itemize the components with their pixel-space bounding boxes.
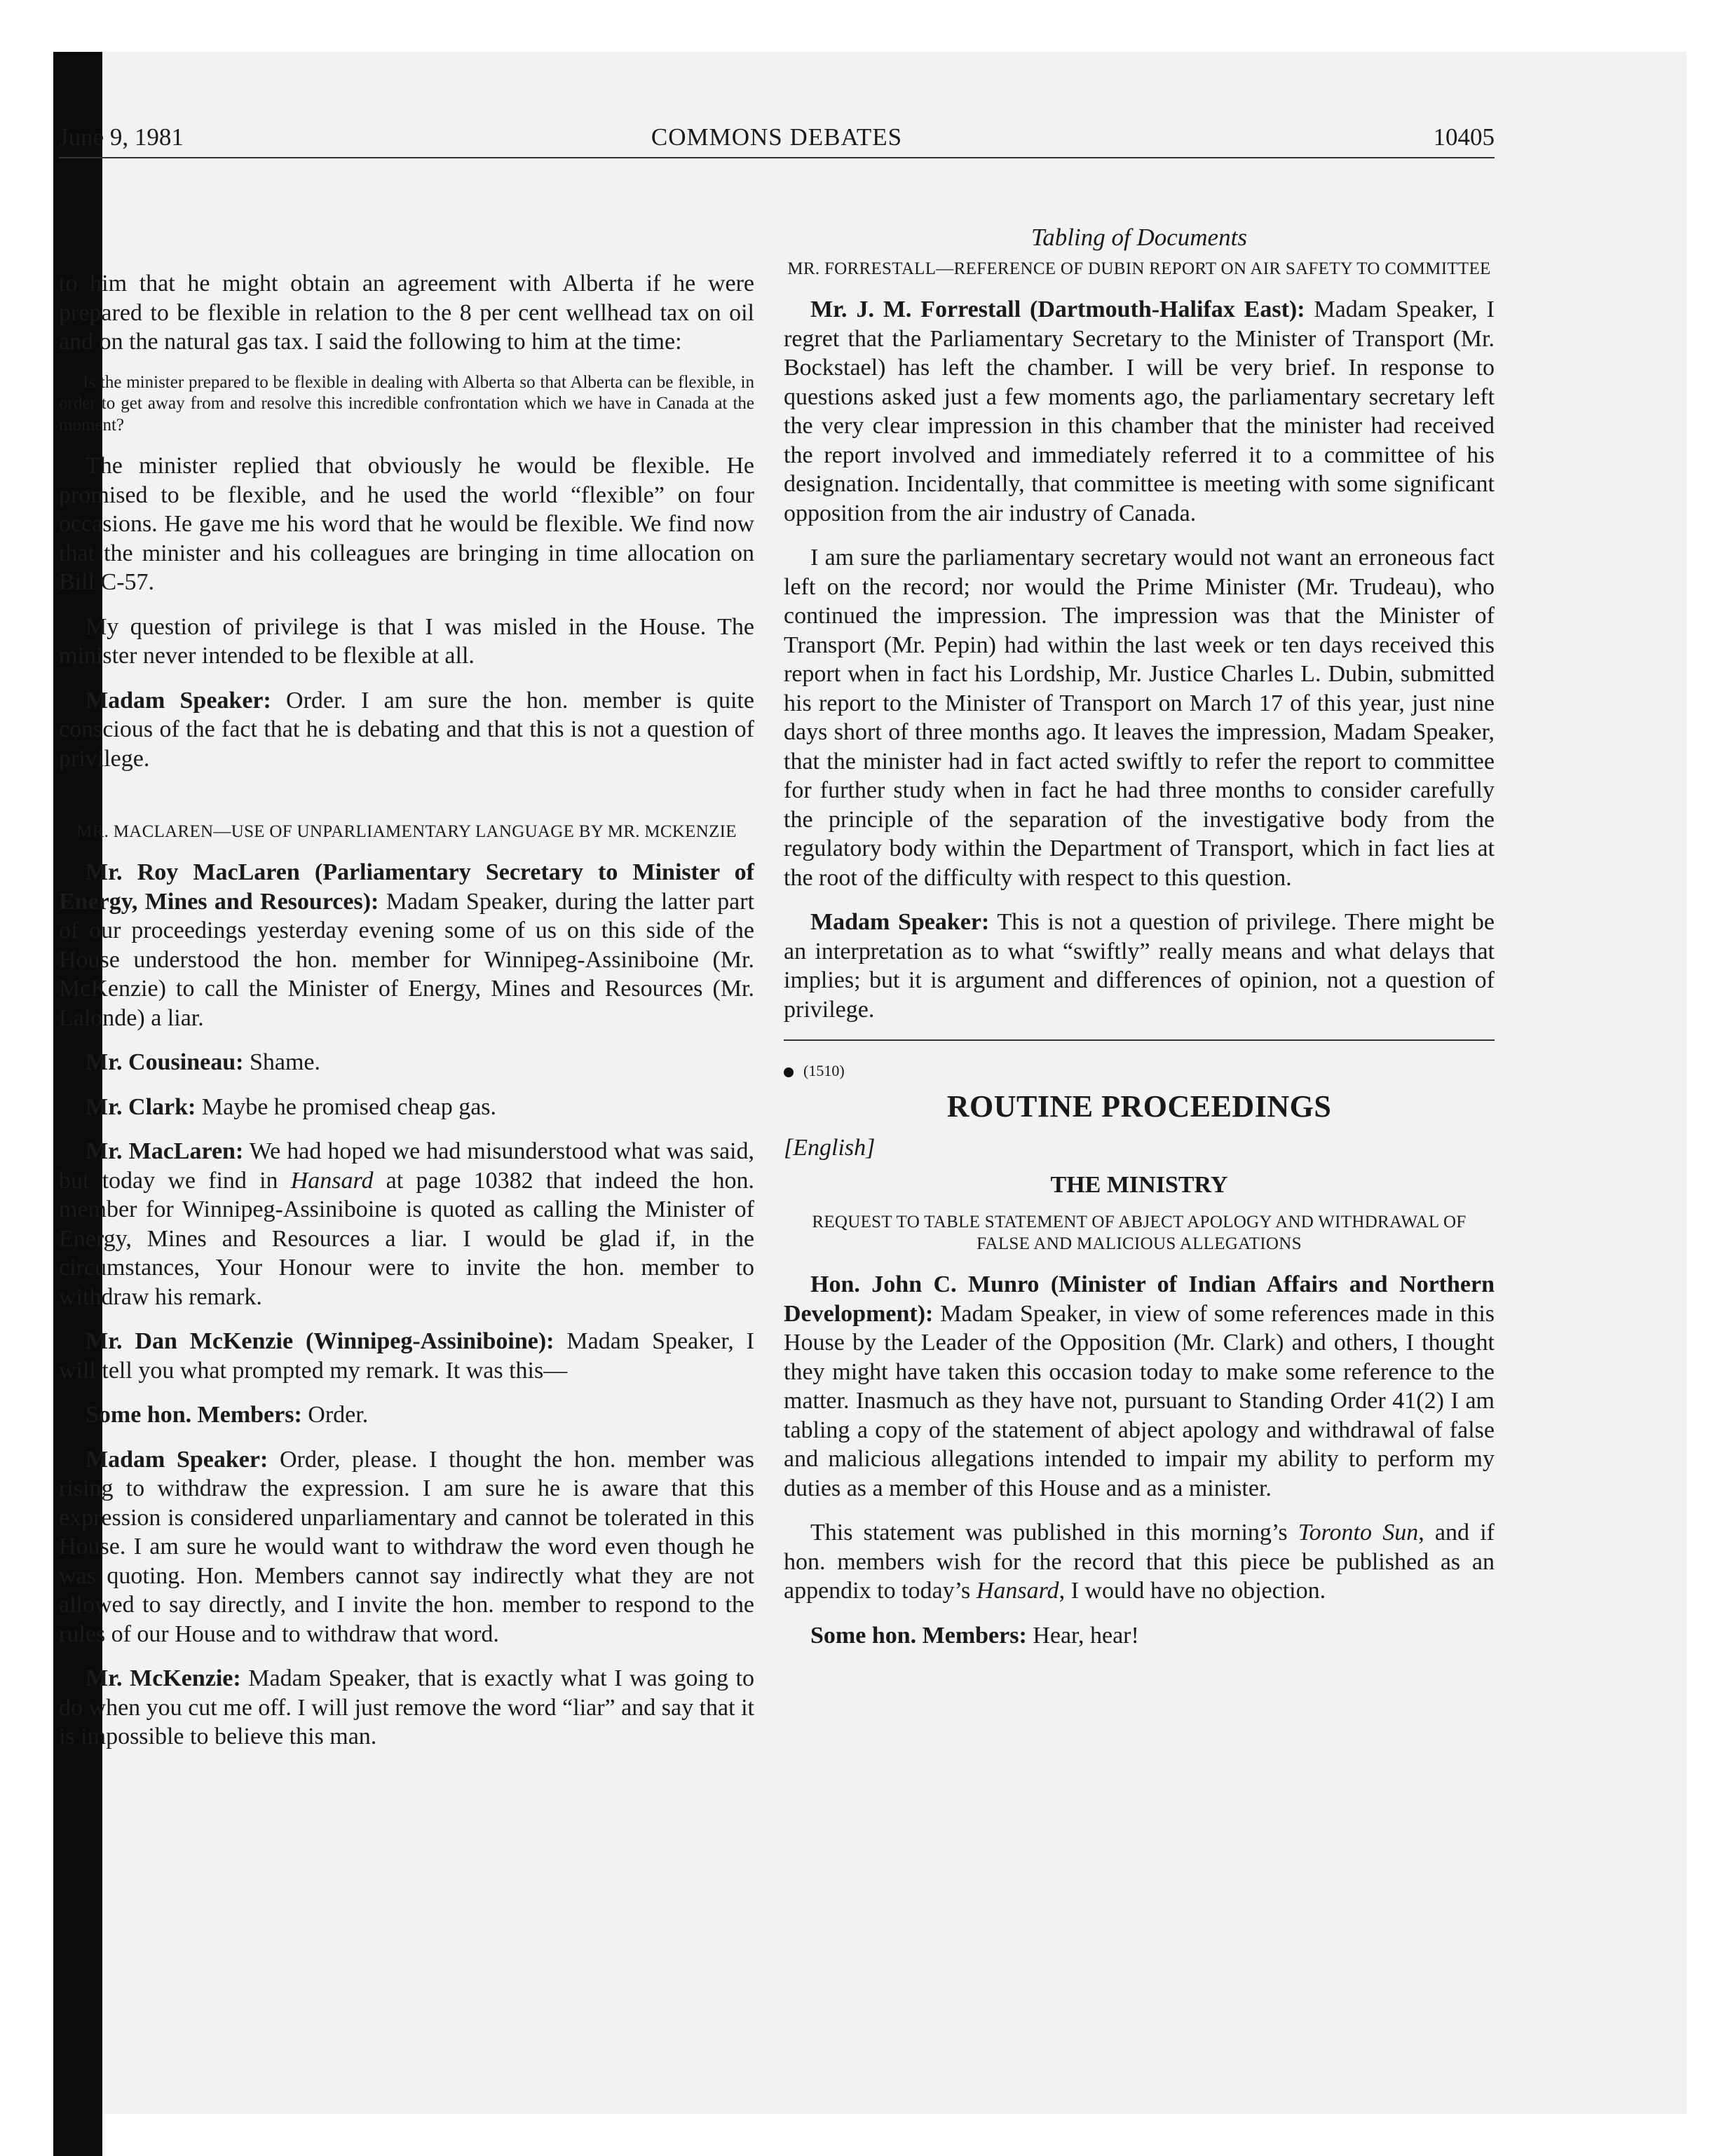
speech	[59, 1093, 754, 1122]
speech-text: Order, please. I thought the hon. member was rising to withdraw the expression. I am sure he is aware that this expression is considered unparliamentary and cannot be tolerated in this House. I am sure he would want to withdraw the word even though he was quoting. Hon. Members cannot say indirectly what they are not allowed to say directly, and I invite the hon. member to respond to the rules of our House and to withdraw that word.	[59, 1446, 754, 1647]
language-marker: [English]	[784, 1135, 876, 1161]
speech	[59, 686, 754, 774]
speaker-name: Hon. John C. Munro (Minister of Indian Affairs and Northern Development):	[784, 1271, 1495, 1327]
speaker-name: Madam Speaker:	[810, 909, 990, 935]
speaker-name: Mr. McKenzie:	[86, 1665, 241, 1691]
header-publication: COMMONS DEBATES	[651, 123, 903, 151]
speaker-name: Mr. J. M. Forrestall (Dartmouth-Halifax East):	[810, 296, 1305, 322]
speech	[784, 1621, 1495, 1651]
speech	[59, 1664, 754, 1752]
paragraph: I am sure the parliamentary secretary would not want an erroneous fact left on the record; nor would the Prime Minister (Mr. Trudeau), who continued the impression. The impression was that the Minister of Transport (Mr. Pepin) had within the last week or ten days received this report when in fact his Lordship, Mr. Justice Charles L. Dubin, submitted his report to the Minister of Transport on March 17 of this year, just nine days short of three months ago. It leaves the impression, Madam Speaker, that the minister had in fact acted swiftly to refer the report to committee for further study when in fact he had three months to consider carefully the principle of the separation of the investigative body from the regulatory body within the Department of Transport, which in fact lies at the root of the difficulty with respect to this question.	[784, 545, 1495, 891]
speech	[59, 858, 754, 1032]
header-page-number: 10405	[1433, 123, 1495, 151]
speech-text: Maybe he promised cheap gas.	[196, 1093, 497, 1120]
publication-title: Toronto Sun	[1298, 1520, 1419, 1546]
speaker-name: Mr. Clark:	[86, 1093, 196, 1120]
speech	[784, 1270, 1495, 1503]
speech	[784, 908, 1495, 1024]
spacer	[59, 789, 754, 821]
timestamp-text: (1510)	[803, 1062, 845, 1079]
speech-text: Order. I am sure the hon. member is quite conscious of the fact that he is debating and that this is not a question of privilege.	[59, 687, 754, 772]
speech	[59, 1400, 754, 1430]
speech-text: Order.	[301, 1402, 369, 1428]
publication-title: Hansard	[976, 1578, 1059, 1604]
section-heading: MR. FORRESTALL—REFERENCE OF DUBIN REPORT ON AIR SAFETY TO COMMITTEE	[787, 259, 1491, 278]
speaker-name: Some hon. Members:	[810, 1622, 1027, 1649]
section-title: Tabling of Documents	[1031, 224, 1247, 251]
ministry-heading: THE MINISTRY	[1050, 1172, 1228, 1198]
speech-text: This is not a question of privilege. There might be an interpretation as to what “swiftly” really means and what delays that implies; but it is argument and differences of opinion, not a question of privilege.	[784, 909, 1495, 1023]
section-heading: MR. MACLAREN—USE OF UNPARLIAMENTARY LANGUAGE BY MR. MCKENZIE	[76, 822, 737, 841]
speech-text: Madam Speaker, I will tell you what prompted my remark. It was this—	[59, 1328, 755, 1384]
header-date: June 9, 1981	[59, 123, 184, 151]
timestamp	[784, 1062, 1495, 1080]
speaker-name: Madam Speaker:	[86, 1446, 268, 1473]
speech-text: We had hoped we had misunderstood what was said, but today we find in	[59, 1138, 754, 1194]
speaker-name: Mr. Cousineau:	[86, 1049, 244, 1075]
publication-title: Hansard	[290, 1167, 374, 1194]
right-column	[784, 223, 1495, 1665]
speaker-name: Some hon. Members:	[86, 1402, 302, 1428]
speech-text: Madam Speaker, I regret that the Parliamentary Secretary to the Minister of Transport (Mr. Bockstael) has left the chamber. I will be very brief. In response to questions asked just a few moments ago, the parliamentary secretary left the very clear impression in this chamber that the minister had received the report involved and immediately referred it to a committee of his designation. Incidentally, that committee is meeting with some significant opposition from the air industry of Canada.	[784, 296, 1495, 526]
text: , and if hon. members wish for the record that this piece be published as an appendix to today’s	[784, 1520, 1495, 1604]
divider	[784, 1039, 1495, 1041]
speaker-name: Mr. MacLaren:	[86, 1138, 244, 1164]
speaker-name: Mr. Roy MacLaren (Parliamentary Secretary to Minister of Energy, Mines and Resources):	[59, 859, 754, 915]
quoted-passage: Is the minister prepared to be flexible in dealing with Alberta so that Alberta can be flexible, in order to get away from and resolve this incredible confrontation which we have in Canada at the moment?	[59, 372, 754, 435]
speech-text: at page 10382 that indeed the hon. member for Winnipeg-Assiniboine is quoted as calling the Minister of Energy, Mines and Resources a liar. I would be glad if, in the circumstances, Your Honour were to invite the hon. member to withdraw his remark.	[59, 1167, 754, 1310]
paragraph: The minister replied that obviously he would be flexible. He promised to be flexible, and he used the world “flexible” on four occasions. He gave me his word that he would be flexible. We find now that the minister and his colleagues are bringing in time allocation on Bill C-57.	[59, 453, 754, 595]
paragraph	[784, 1518, 1495, 1606]
speech	[59, 1137, 754, 1311]
speaker-name: Madam Speaker:	[86, 687, 271, 714]
routine-proceedings-heading: ROUTINE PROCEEDINGS	[946, 1089, 1332, 1124]
speaker-name: Mr. Dan McKenzie (Winnipeg-Assiniboine):	[86, 1328, 554, 1354]
running-head	[59, 123, 1495, 158]
paragraph: My question of privilege is that I was misled in the House. The minister never intended to be flexible at all.	[59, 613, 754, 669]
speech-text: Madam Speaker, in view of some references made in this House by the Leader of the Opposition (Mr. Clark) and others, I thought they might have taken this occasion today to make some reference to the matter. Inasmuch as they have not, pursuant to Standing Order 41(2) I am tabling a copy of the statement of abject apology and withdrawal of false and malicious allegations intended to impair my ability to perform my duties as a member of this House and as a minister.	[784, 1300, 1495, 1501]
paragraph: to him that he might obtain an agreement with Alberta if he were prepared to be flexible in relation to the 8 per cent wellhead tax on oil and on the natural gas tax. I said the following to him at the time:	[59, 271, 754, 355]
bullet-icon	[784, 1067, 794, 1077]
left-column	[59, 269, 754, 1767]
section-heading: REQUEST TO TABLE STATEMENT OF ABJECT APOLOGY AND WITHDRAWAL OF FALSE AND MALICIOUS ALLEGATIONS	[812, 1213, 1467, 1253]
speech	[784, 295, 1495, 528]
speech-text: Madam Speaker, during the latter part of our proceedings yesterday evening some of us on this side of the House understood the hon. member for Winnipeg-Assiniboine (Mr. McKenzie) to call the Minister of Energy, Mines and Resources (Mr. Lalonde) a liar.	[59, 888, 754, 1031]
speech-text: Shame.	[243, 1049, 320, 1075]
speech	[59, 1445, 754, 1649]
speech	[59, 1327, 754, 1385]
text: This statement was published in this morning’s	[810, 1520, 1298, 1546]
speech-text: Madam Speaker, that is exactly what I was going to do when you cut me off. I will just remove the word “liar” and say that it is impossible to believe this man.	[59, 1665, 754, 1749]
speech-text: Hear, hear!	[1026, 1622, 1139, 1649]
speech	[59, 1048, 754, 1077]
text: , I would have no objection.	[1059, 1578, 1326, 1604]
